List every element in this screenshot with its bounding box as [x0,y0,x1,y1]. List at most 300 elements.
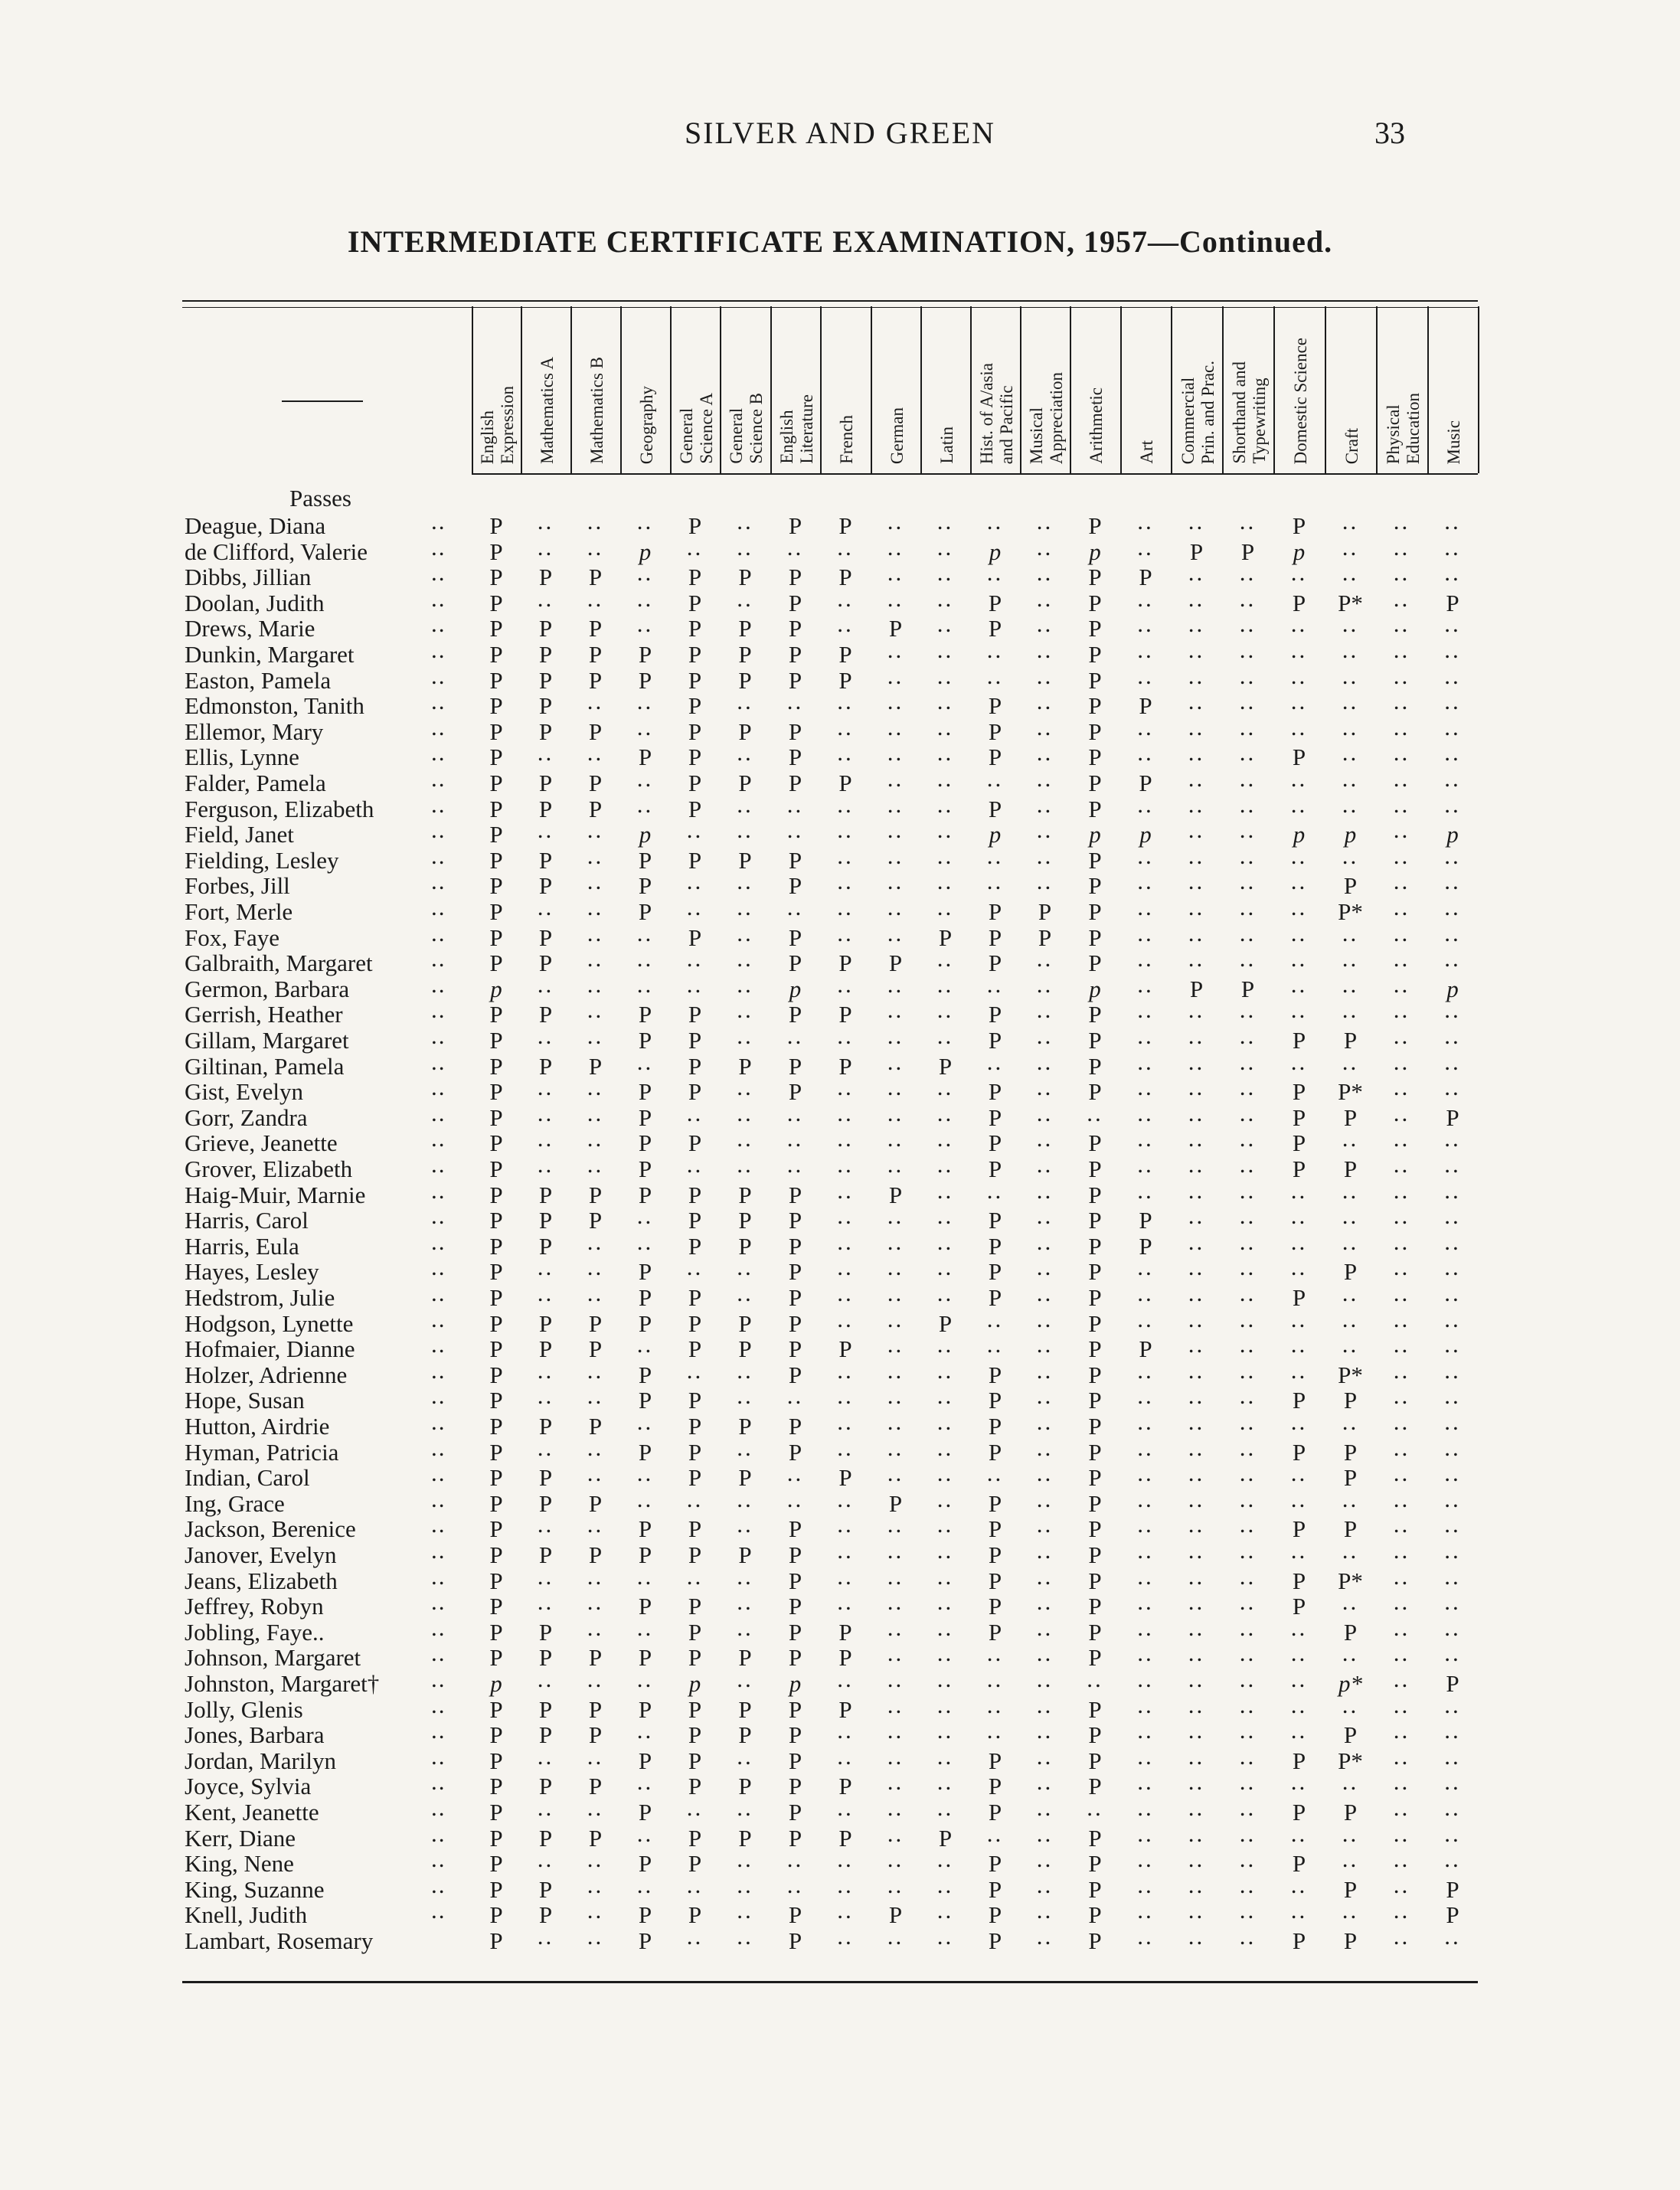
empty-cell [1120,790,1171,822]
empty-cell [1325,1639,1376,1670]
pass-mark-text: P [489,1335,503,1363]
empty-marker: .. [1036,1305,1054,1332]
empty-marker: .. [737,1923,753,1950]
pass-mark [1070,848,1120,873]
empty-marker: .. [1444,919,1461,946]
empty-marker: .. [537,1433,554,1461]
empty-cell [770,1871,820,1902]
empty-marker: .. [1290,1613,1308,1641]
pass-mark [720,642,770,667]
empty-cell [670,1254,720,1284]
empty-marker: .. [537,1923,554,1950]
pass-mark-text: P [788,1413,802,1440]
empty-marker: .. [1137,1717,1154,1744]
pass-mark-text: P [1088,1541,1102,1568]
empty-marker: .. [1137,1459,1154,1487]
pass-mark [970,1516,1020,1541]
empty-marker: .. [636,559,654,587]
pass-mark-text: P [538,1695,553,1723]
pass-mark-text: P [638,1593,652,1620]
pass-mark-text: P [688,1207,702,1234]
pass-mark-text: P* [1338,1361,1363,1388]
empty-marker: .. [1342,996,1359,1024]
empty-marker: .. [1290,1665,1308,1692]
empty-marker: .. [636,1459,654,1487]
dot-leader: .. [431,1691,446,1718]
empty-marker: .. [1444,1691,1461,1718]
empty-marker: .. [1239,688,1257,715]
empty-marker: .. [1036,1562,1054,1590]
pass-mark [472,1593,521,1619]
pass-mark [472,1362,521,1388]
pass-mark-text: P [838,1824,852,1852]
empty-marker: .. [1393,1433,1410,1461]
empty-cell [570,739,620,770]
empty-marker: .. [887,1022,904,1049]
pass-mark-text: P [788,1335,802,1363]
pass-mark-text: P [688,1387,702,1414]
pass-mark-text: P [588,1052,603,1080]
empty-marker: .. [837,1897,854,1924]
pass-mark [472,1414,521,1439]
table-bottom-rule [182,1981,1478,1983]
empty-marker: .. [1444,1639,1461,1667]
dot-leader: .. [431,1768,446,1796]
pass-mark [521,1620,570,1645]
table-title [0,224,1680,260]
pass-mark-text: P [489,1155,503,1182]
empty-cell [1070,1099,1120,1130]
empty-marker: .. [587,1125,604,1152]
pass-mark [472,770,521,796]
pass-mark [1070,1465,1120,1490]
empty-marker: .. [887,1048,904,1075]
pass-mark-text: P [788,1515,802,1543]
pass-mark [970,1902,1020,1927]
dot-leader: .. [431,1099,446,1126]
empty-cell [970,1819,1020,1851]
candidate-name: Jobling, Faye.. [185,1618,325,1646]
column-header [970,306,1021,473]
pass-mark [472,1826,521,1851]
pass-mark-text: P [489,1129,503,1157]
empty-marker: .. [936,1742,954,1770]
pass-mark [472,1465,521,1490]
empty-marker: .. [1188,1408,1205,1435]
empty-marker: .. [737,945,753,972]
empty-marker: .. [936,610,954,638]
empty-marker: .. [686,1254,704,1281]
empty-marker: .. [636,584,654,612]
empty-marker: .. [1444,1819,1461,1847]
pass-mark [670,1028,720,1053]
empty-marker: .. [1188,1562,1205,1590]
empty-cell [670,894,720,924]
empty-marker: .. [1393,1794,1410,1821]
empty-marker: .. [837,894,854,920]
pass-mark [670,1671,720,1696]
pass-mark-text: P [638,1361,652,1388]
empty-cell [521,584,570,616]
pass-mark [1070,976,1120,1002]
empty-cell [620,1665,670,1696]
empty-marker: .. [636,919,654,946]
pass-mark [970,1259,1020,1284]
empty-marker: .. [1393,970,1410,998]
empty-marker: .. [1393,559,1410,587]
table-top-rule [182,300,1478,302]
pass-mark-text: P [738,666,752,694]
pass-mark-text: P [538,1181,553,1208]
table-title-suffix: —Continued. [1148,224,1333,259]
empty-marker: .. [1036,1485,1054,1512]
empty-marker: .. [1239,996,1257,1024]
empty-marker: .. [1290,1254,1308,1281]
empty-marker: .. [1393,1768,1410,1796]
empty-marker: .. [1239,1074,1257,1101]
pass-mark [770,564,820,590]
empty-marker: .. [636,765,654,792]
pass-mark-text: P [1088,615,1102,642]
candidate-name: Dibbs, Jillian [185,564,312,591]
dot-leader: .. [431,1562,446,1590]
empty-marker: .. [887,868,904,895]
pass-mark [970,1748,1020,1773]
column-header [770,306,822,473]
candidate-name: Gist, Evelyn [185,1078,303,1106]
candidate-name: Edmonston, Tanith [185,692,364,720]
candidate-name: Holzer, Adrienne [185,1361,348,1388]
empty-marker: .. [1188,868,1205,895]
empty-marker: .. [587,894,604,920]
empty-marker: .. [1342,1819,1359,1847]
empty-cell [1273,1897,1325,1927]
empty-marker: .. [1188,1356,1205,1384]
empty-marker: .. [1087,1099,1103,1126]
pass-mark-text: P [489,1799,503,1826]
empty-marker: .. [686,945,704,972]
empty-cell [720,1613,770,1645]
empty-marker: .. [1342,1280,1359,1306]
pass-mark-text: P [489,1181,503,1208]
pass-mark-text: P [988,1875,1002,1903]
pass-mark [670,1440,720,1465]
pass-mark-text: P [1088,1875,1102,1903]
empty-marker: .. [737,1511,753,1538]
empty-marker: .. [1342,970,1359,998]
pass-mark-text: P [788,950,802,977]
empty-marker: .. [1290,1176,1308,1204]
empty-marker: .. [887,1923,904,1950]
empty-marker: .. [1239,894,1257,920]
empty-marker: .. [936,790,954,818]
empty-cell [521,1280,570,1310]
empty-marker: .. [737,1099,753,1126]
empty-marker: .. [537,1125,554,1152]
pass-mark [970,1362,1020,1388]
pass-mark [770,1697,820,1722]
empty-marker: .. [1036,996,1054,1024]
pass-mark [472,1620,521,1645]
empty-cell [1020,868,1070,898]
pass-mark [472,925,521,950]
pass-mark-text: P [888,615,903,642]
pass-mark-text: P [788,1901,802,1929]
empty-marker: .. [1444,894,1461,920]
pass-mark-text: P [788,1052,802,1080]
empty-cell [620,1227,670,1259]
pass-mark-text: P [489,538,503,565]
empty-marker: .. [587,739,604,766]
empty-marker: .. [636,610,654,638]
pass-mark [472,1208,521,1233]
table-row [0,1613,1680,1646]
pass-mark-text: P [788,1824,802,1852]
empty-marker: .. [786,790,804,818]
column-header [472,306,522,473]
empty-marker: .. [1290,1202,1308,1230]
empty-marker: .. [1239,1202,1257,1230]
pass-mark [620,1079,670,1104]
empty-marker: .. [636,970,654,998]
candidate-name: Ellis, Lynne [185,744,299,771]
empty-marker: .. [887,842,904,869]
empty-marker: .. [887,996,904,1024]
pass-mark-text: P [788,1001,802,1028]
pass-mark-text: P [1139,1232,1152,1260]
pass-mark-text: P [1292,1515,1306,1543]
pass-mark-text: P [489,692,503,720]
pass-mark [521,770,570,796]
dot-leader: .. [431,508,446,534]
column-header [820,306,872,473]
column-header [1070,306,1122,473]
pass-mark-text: p* [1338,1670,1362,1697]
pass-mark [670,693,720,718]
pass-mark [1273,1928,1325,1953]
empty-cell [820,1794,871,1825]
empty-marker: .. [1239,636,1257,663]
pass-mark-text: P [788,564,802,591]
pass-mark [970,1877,1020,1902]
empty-marker: .. [887,1202,904,1230]
empty-marker: .. [1290,1871,1308,1898]
dot-leader: .. [431,636,446,663]
pass-mark-text: P [638,666,652,694]
empty-cell [1273,1356,1325,1388]
empty-marker: .. [587,1871,604,1898]
pass-mark [1427,1877,1478,1902]
empty-cell [1020,1923,1070,1953]
pass-mark [770,616,820,641]
empty-marker: .. [587,533,604,561]
pass-mark [521,848,570,873]
pass-mark-text: P [788,1927,802,1954]
pass-mark [670,1182,720,1208]
pass-mark-text: P [638,1438,652,1466]
empty-marker: .. [537,533,554,561]
empty-marker: .. [737,1742,753,1770]
empty-marker: .. [936,1176,954,1204]
empty-marker: .. [1290,610,1308,638]
pass-mark-text: P [638,1155,652,1182]
pass-mark-text: P [489,1413,503,1440]
empty-marker: .. [1036,636,1054,663]
pass-mark-text: P [1088,692,1102,720]
pass-mark-text: P [688,692,702,720]
empty-marker: .. [737,1897,753,1924]
pass-mark-text: P [1292,1799,1306,1826]
pass-mark [770,1208,820,1233]
pass-mark [521,1208,570,1233]
pass-mark [1070,564,1120,590]
pass-mark [570,1182,620,1208]
empty-marker: .. [1137,1819,1154,1847]
pass-mark [820,1620,871,1645]
empty-marker: .. [1342,1845,1359,1873]
empty-marker: .. [1239,868,1257,895]
empty-marker: .. [1290,1227,1308,1255]
empty-cell [770,1382,820,1413]
pass-mark-text: P [1189,538,1204,565]
empty-marker: .. [1188,508,1205,534]
pass-mark-text: P [489,950,503,977]
empty-cell [1171,945,1222,976]
pass-mark [1070,539,1120,564]
empty-marker: .. [537,970,554,998]
empty-marker: .. [1137,1408,1154,1435]
pass-mark-text: P [1038,923,1052,951]
empty-cell [620,790,670,822]
empty-marker: .. [537,1511,554,1538]
empty-cell [1273,1717,1325,1747]
empty-marker: .. [837,1742,854,1770]
empty-marker: .. [986,1459,1004,1487]
pass-mark-text: P [1088,770,1102,796]
pass-mark [1273,1079,1325,1104]
empty-cell [871,1923,920,1953]
empty-marker: .. [636,508,654,534]
empty-marker: .. [986,765,1004,792]
pass-mark-text: P [489,666,503,694]
pass-mark-text: P [688,1413,702,1440]
pass-mark-text: P [1292,1927,1306,1954]
candidate-name: Kerr, Diane [185,1824,296,1852]
dot-leader: .. [431,688,446,715]
column-header [570,306,622,473]
pass-mark-text: P [1088,1850,1102,1878]
pass-mark [670,1620,720,1645]
pass-mark-text: P [688,666,702,694]
column-header-label: General Science A [676,393,716,464]
pass-mark-text: P [688,1618,702,1646]
empty-marker: .. [737,1280,753,1306]
pass-mark-text: P [538,1721,553,1749]
pass-mark [1070,668,1120,693]
pass-mark-text: P [688,1027,702,1054]
candidate-name: Galbraith, Margaret [185,950,373,977]
empty-marker: .. [1239,816,1257,844]
pass-mark-text: P [1088,1438,1102,1466]
pass-mark-text: p [1089,975,1101,1002]
pass-mark [1070,1542,1120,1567]
pass-mark [1070,1851,1120,1876]
empty-marker: .. [786,1871,804,1898]
column-header-label: English Expression [478,385,517,464]
empty-marker: .. [887,533,904,561]
empty-marker: .. [1342,533,1359,561]
empty-marker: .. [1393,1511,1410,1538]
column-header-label: Shorthand and Typewriting [1229,361,1269,464]
empty-marker: .. [686,533,704,561]
empty-marker: .. [686,1151,704,1178]
empty-marker: .. [1290,919,1308,946]
empty-marker: .. [1290,1331,1308,1358]
empty-marker: .. [986,1665,1004,1692]
pass-mark [620,1902,670,1927]
empty-marker: .. [986,970,1004,998]
pass-mark-text: P [688,1335,702,1363]
pass-mark-text: P [1292,589,1306,616]
pass-mark-text: P [538,1644,553,1672]
empty-marker: .. [936,1125,954,1152]
pass-mark-text: P [788,1644,802,1672]
pass-mark [670,1722,720,1747]
pass-mark-text: P [788,1284,802,1311]
empty-marker: .. [936,1382,954,1410]
pass-mark-text: P [538,1335,553,1363]
pass-mark-text: P [788,1618,802,1646]
empty-marker: .. [1239,1613,1257,1641]
empty-marker: .. [1137,662,1154,689]
pass-mark-text: P [1038,898,1052,925]
empty-marker: .. [1188,1382,1205,1410]
pass-mark-text: P [1343,1927,1358,1954]
pass-mark [1070,1593,1120,1619]
pass-mark [1325,1079,1376,1104]
pass-mark-text: P [1088,1258,1102,1286]
empty-marker: .. [936,970,954,998]
empty-cell [521,1742,570,1773]
empty-marker: .. [1137,1871,1154,1898]
empty-marker: .. [1342,1176,1359,1204]
pass-mark [472,1105,521,1130]
pass-mark [1070,899,1120,924]
pass-mark-text: P [988,1232,1002,1260]
pass-mark-text: P [1292,1593,1306,1620]
empty-cell [1325,1408,1376,1439]
pass-mark [670,1516,720,1541]
empty-marker: .. [1137,1433,1154,1461]
empty-marker: .. [837,739,854,766]
dot-leader: .. [431,1819,446,1847]
empty-marker: .. [737,1588,753,1616]
pass-mark [670,1208,720,1233]
pass-mark-text: P [988,1361,1002,1388]
empty-marker: .. [1188,1048,1205,1075]
empty-marker: .. [1342,1639,1359,1667]
pass-mark-text: P [788,1438,802,1466]
pass-mark [472,1440,521,1465]
pass-mark-text: P [489,1773,503,1800]
empty-marker: .. [1188,1099,1205,1126]
empty-marker: .. [1393,1845,1410,1873]
pass-mark [620,822,670,847]
empty-marker: .. [1393,868,1410,895]
candidate-name: Jordan, Marilyn [185,1747,337,1774]
empty-marker: .. [1393,1459,1410,1487]
empty-cell [1171,1923,1222,1953]
